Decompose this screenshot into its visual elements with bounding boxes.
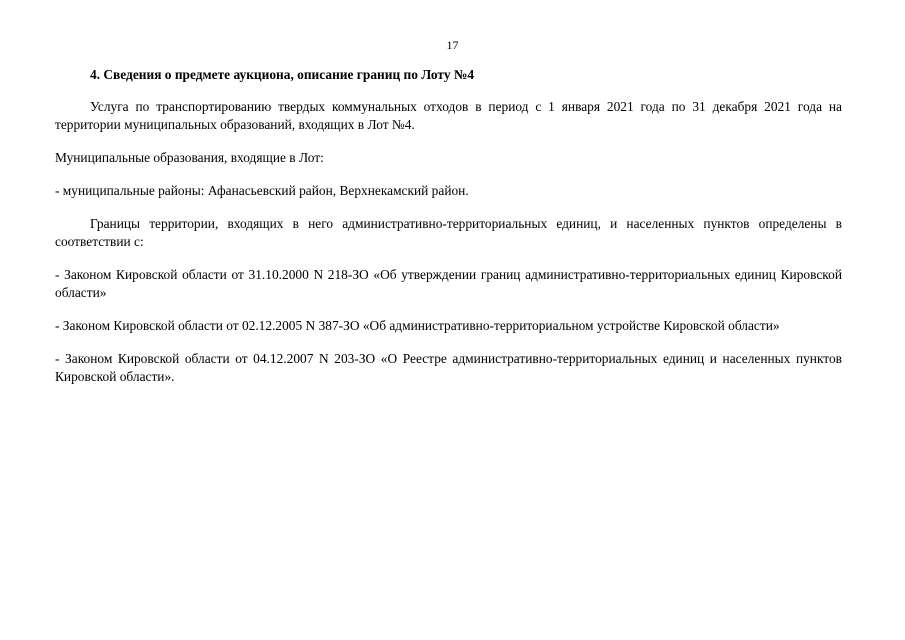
document-body xyxy=(55,66,842,401)
paragraph-municipalities-intro: Муниципальные образования, входящие в Лот: xyxy=(55,150,324,165)
paragraph-law-387: - Законом Кировской области от 02.12.2005 N 387-ЗО «Об административно-территориальном устройстве Кировской области» xyxy=(55,318,780,333)
paragraph-municipal-districts: - муниципальные районы: Афанасьевский район, Верхнекамский район. xyxy=(55,183,469,198)
section-heading: 4. Сведения о предмете аукциона, описание границ по Лоту №4 xyxy=(90,67,475,82)
paragraph-boundaries: Границы территории, входящих в него административно-территориальных единиц, и населенных пунктов определены в соответствии с: xyxy=(55,216,842,249)
paragraph-law-203: - Законом Кировской области от 04.12.2007 N 203-ЗО «О Реестре административно-территориальных единиц и населенных пунктов Кировской области». xyxy=(55,351,842,384)
paragraph-law-218: - Законом Кировской области от 31.10.2000 N 218-ЗО «Об утверждении границ административно-территориальных единиц Кировской области» xyxy=(55,267,842,300)
page-number: 17 xyxy=(446,38,459,52)
paragraph-service-description: Услуга по транспортированию твердых коммунальных отходов в период с 1 января 2021 года по 31 декабря 2021 года на территории муниципальных образований, входящих в Лот №4. xyxy=(55,99,842,132)
